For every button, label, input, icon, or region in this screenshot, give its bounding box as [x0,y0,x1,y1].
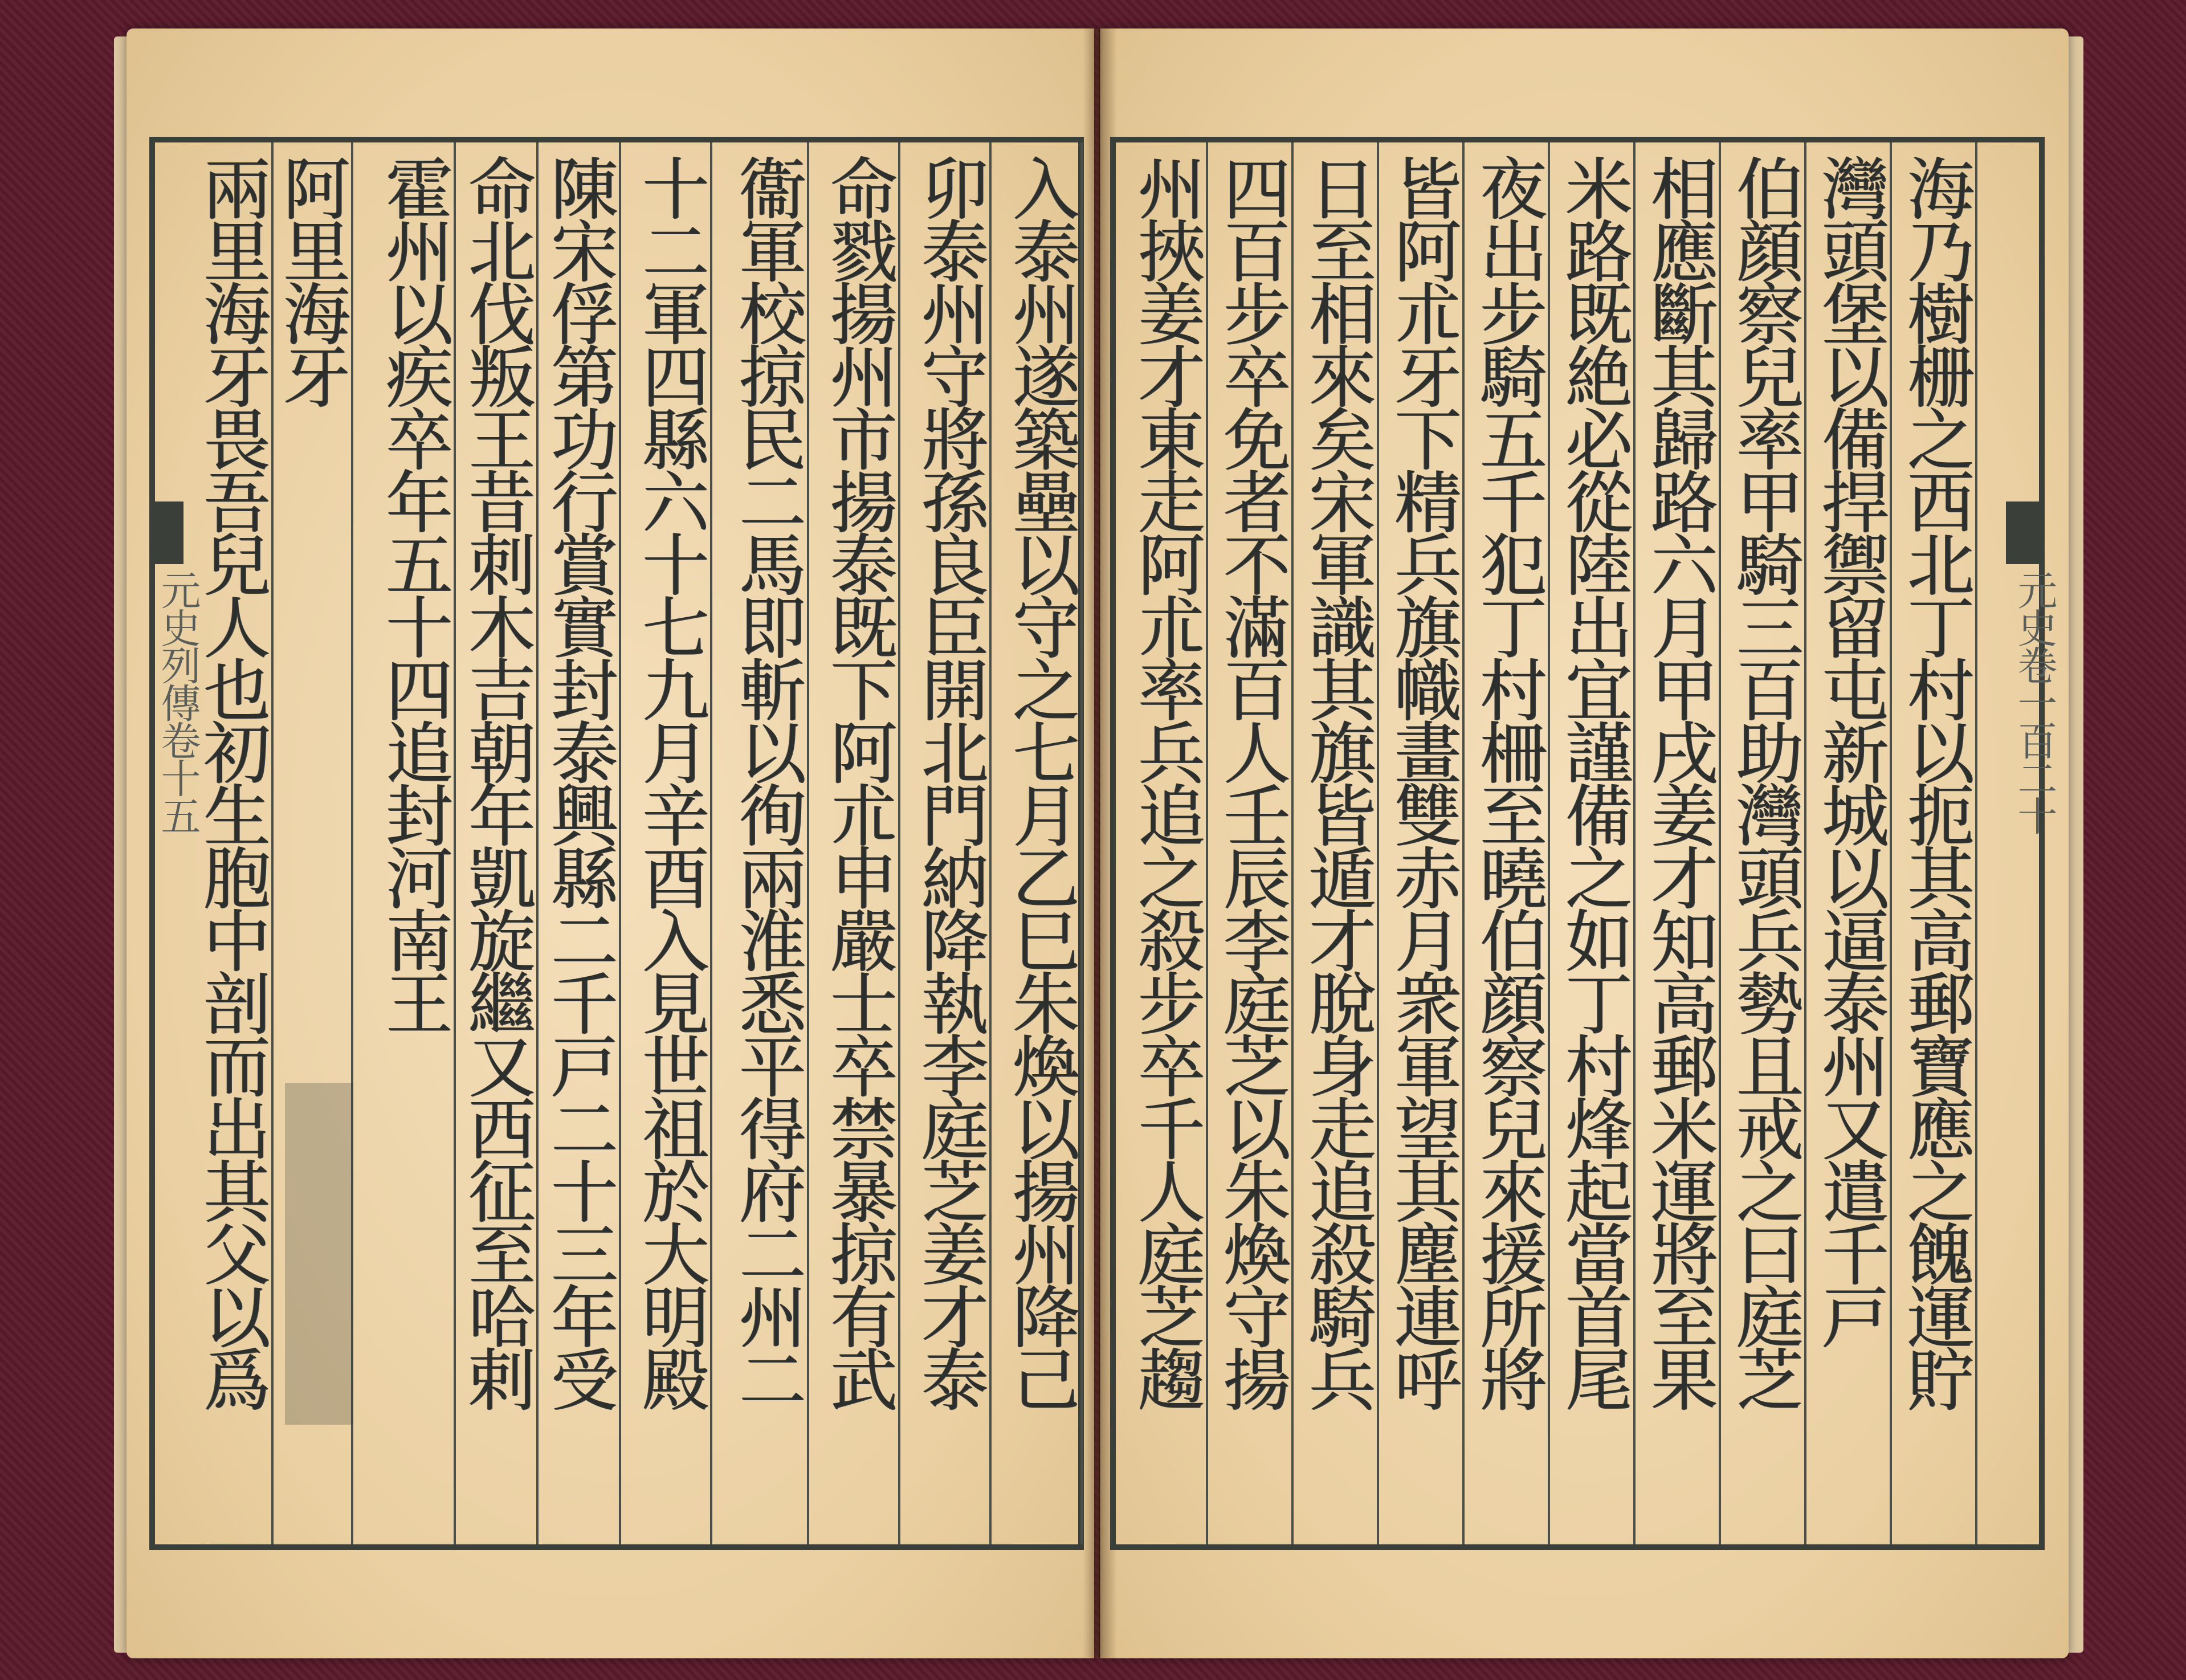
left-column-7: 衞軍校掠民二馬即斬以徇兩淮悉平得府二州二 [729,142,809,1544]
right-column-8: 伯顔察兒率甲騎三百助灣頭兵勢且戒之曰庭芝 [1727,142,1806,1544]
left-column-8: 命戮揚州市揚泰既下阿朮申嚴士卒禁暴掠有武 [821,142,900,1544]
left-column-3: 霍州以疾卒年五十四追封河南王 [376,142,456,1544]
left-column-5: 陳宋俘第功行賞實封泰興縣二千戸二十三年受 [541,142,621,1544]
right-fishtail-mark [2006,501,2040,564]
right-column-5: 夜出步騎五千犯丁村柵至曉伯顔察兒來援所將 [1470,142,1550,1544]
left-column-1: 兩里海牙畏吾兒人也初生胞中剖而出其父以爲 [194,142,274,1544]
left-column-10: 入泰州遂築壘以守之七月乙巳朱煥以揚州降己 [1003,142,1083,1544]
right-column-6: 米路既絶必從陸出宜謹備之如丁村烽起當首尾 [1556,142,1636,1544]
ink-smudge [285,1083,353,1425]
right-column-2: 四百步卒免者不滿百人壬辰李庭芝以朱煥守揚 [1214,142,1294,1544]
left-column-9: 卯泰州守將孫良臣開北門納降執李庭芝姜才泰 [912,142,992,1544]
right-column-4: 皆阿朮牙下精兵旗幟畫雙赤月衆軍望其塵連呼 [1385,142,1465,1544]
left-fold-label: 元史列傳卷十五 [154,570,201,833]
right-column-1: 州挾姜才東走阿朮率兵追之殺步卒千人庭芝趨 [1128,142,1208,1544]
left-column-6: 十二軍四縣六十七九月辛酉入見世祖於大明殿 [633,142,712,1544]
right-column-3: 日至相來矣宋軍識其旗皆遁才脫身走追殺騎兵 [1299,142,1379,1544]
right-column-7: 相應斷其歸路六月甲戌姜才知高郵米運將至果 [1641,142,1721,1544]
right-column-10: 海乃樹栅之西北丁村以扼其高郵寶應之餽運貯 [1898,142,1977,1544]
left-column-4: 命北伐叛王昔刺木吉朝年凱旋繼又西征至哈剌 [459,142,539,1544]
left-column-2: 阿里海牙 [274,142,353,1544]
left-fishtail-mark [149,501,183,564]
right-fold-label: 元史卷一百二十 [2011,570,2058,833]
right-column-9: 灣頭堡以備捍禦留屯新城以逼泰州又遣千戸 [1812,142,1892,1544]
